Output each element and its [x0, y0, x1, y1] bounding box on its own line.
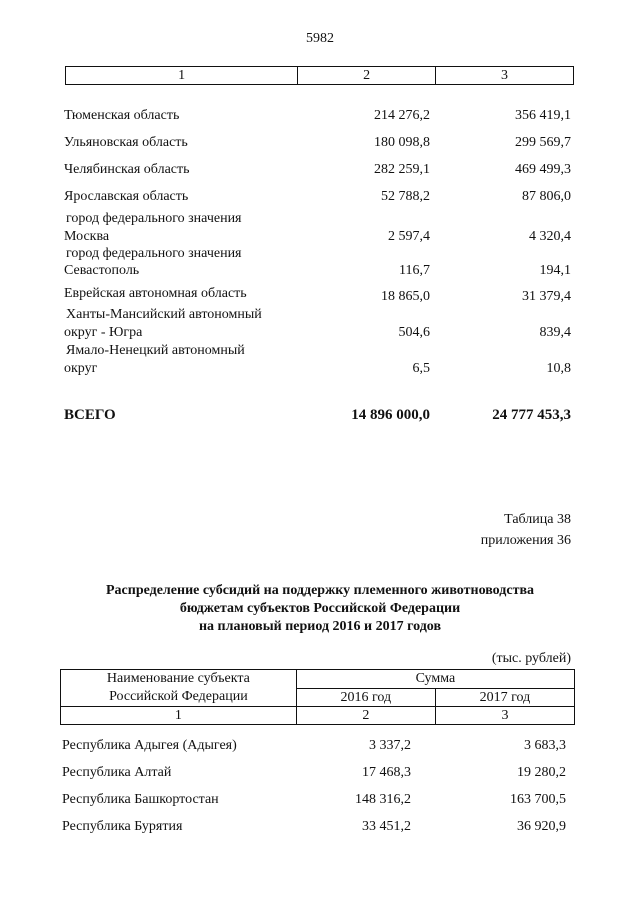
table2-header — [60, 669, 575, 725]
row-name-line-1: город федерального значения — [66, 211, 242, 226]
row-name-line-2: Москва — [64, 229, 110, 244]
table1-header — [65, 66, 574, 85]
table1-col-2: 2 — [298, 67, 436, 85]
row-value-1: 18 865,0 — [381, 289, 430, 304]
row-value-2017: 163 700,5 — [510, 792, 566, 807]
row-value-2016: 17 468,3 — [362, 765, 411, 780]
row-value-1: 6,5 — [412, 361, 430, 376]
row-value-2: 356 419,1 — [515, 108, 571, 123]
table-row — [0, 306, 640, 342]
page-number: 5982 — [306, 31, 334, 46]
table-number-note — [481, 509, 571, 551]
row-value-2017: 3 683,3 — [524, 738, 566, 753]
section-title — [0, 582, 640, 636]
row-value-2: 299 569,7 — [515, 135, 571, 150]
row-value-2: 194,1 — [539, 263, 571, 278]
title-line-2: бюджетам субъектов Российской Федерации — [179, 601, 461, 616]
table-number: Таблица 38 — [504, 512, 571, 527]
row-value-2017: 19 280,2 — [517, 765, 566, 780]
row-value-2: 87 806,0 — [522, 189, 571, 204]
total-value-2: 24 777 453,3 — [492, 407, 571, 423]
table2-col-num-3: 3 — [435, 707, 574, 725]
table-row — [0, 342, 640, 378]
row-value-2016: 33 451,2 — [362, 819, 411, 834]
row-value-1: 214 276,2 — [374, 108, 430, 123]
row-name: Республика Алтай — [62, 765, 172, 780]
row-value-1: 504,6 — [398, 325, 430, 340]
row-name: Ульяновская область — [64, 135, 188, 150]
row-value-1: 282 259,1 — [374, 162, 430, 177]
row-value-2016: 148 316,2 — [355, 792, 411, 807]
table2-col-num-1: 1 — [61, 707, 297, 725]
table-row — [0, 245, 640, 281]
total-label: ВСЕГО — [64, 407, 116, 423]
row-name: Ярославская область — [64, 189, 189, 204]
total-value-1: 14 896 000,0 — [351, 407, 430, 423]
row-value-2: 31 379,4 — [522, 289, 571, 304]
row-value-1: 52 788,2 — [381, 189, 430, 204]
units-label: (тыс. рублей) — [491, 651, 571, 666]
table2-col-2017: 2017 год — [435, 688, 574, 707]
table2-col-num-2: 2 — [296, 707, 435, 725]
table-row — [0, 210, 640, 246]
appendix-number: приложения 36 — [480, 533, 571, 548]
row-name-line-1: город федерального значения — [66, 246, 242, 261]
row-value-2: 839,4 — [539, 325, 571, 340]
table1-col-1: 1 — [66, 67, 298, 85]
row-name: Тюменская область — [64, 108, 180, 123]
row-name-line-1: Ямало-Ненецкий автономный — [66, 343, 245, 358]
table2-col-name — [61, 670, 297, 707]
title-line-3: на плановый период 2016 и 2017 годов — [198, 619, 442, 634]
row-name: Челябинская область — [64, 162, 190, 177]
table2-col-2016: 2016 год — [296, 688, 435, 707]
col-name-line-1: Наименование субъекта — [106, 671, 250, 686]
row-name-line-2: округ — [64, 361, 98, 376]
row-value-1: 2 597,4 — [388, 229, 430, 244]
row-value-2: 4 320,4 — [529, 229, 571, 244]
row-name-line-2: округ - Югра — [64, 325, 143, 340]
row-name: Республика Бурятия — [62, 819, 183, 834]
row-name: Еврейская автономная область — [64, 286, 247, 301]
row-name-line-2: Севастополь — [64, 263, 140, 278]
row-value-2016: 3 337,2 — [369, 738, 411, 753]
row-value-1: 116,7 — [399, 263, 430, 278]
title-line-1: Распределение субсидий на поддержку племенного животноводства — [105, 583, 535, 598]
row-value-2: 10,8 — [546, 361, 571, 376]
row-name: Республика Башкортостан — [62, 792, 219, 807]
row-value-1: 180 098,8 — [374, 135, 430, 150]
row-name: Республика Адыгея (Адыгея) — [62, 738, 237, 753]
row-name-line-1: Ханты-Мансийский автономный — [66, 307, 262, 322]
row-value-2017: 36 920,9 — [517, 819, 566, 834]
col-name-line-2: Российской Федерации — [109, 689, 248, 704]
table2-col-sum: Сумма — [296, 670, 574, 689]
row-value-2: 469 499,3 — [515, 162, 571, 177]
table1-col-3: 3 — [436, 67, 574, 85]
